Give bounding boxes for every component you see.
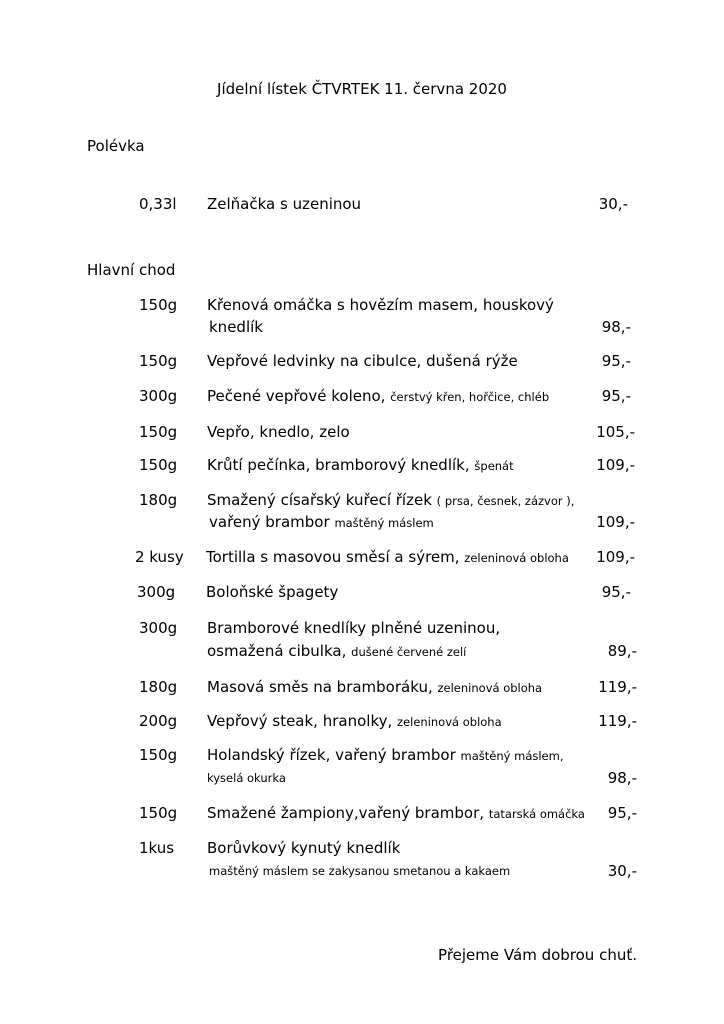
item-name-continued: vařený brambor	[209, 513, 330, 531]
item-side: čerstvý křen, hořčice, chléb	[390, 390, 550, 404]
item-quantity: 180g	[139, 491, 178, 509]
item-price: 109,-	[596, 548, 635, 566]
item-price: 95,-	[601, 387, 631, 405]
item-name: Zelňačka s uzeninou	[207, 195, 362, 213]
item-name-continued: osmažená cibulka,	[207, 642, 347, 660]
item-quantity: 150g	[139, 352, 178, 370]
item-price: 119,-	[598, 712, 637, 730]
item-quantity: 180g	[139, 678, 178, 696]
item-name: Bramborové knedlíky plněné uzeninou,	[207, 619, 501, 637]
item-name: Krůtí pečínka, bramborový knedlík,	[207, 456, 470, 474]
item-price: 109,-	[596, 456, 635, 474]
closing-wish: Přejeme Vám dobrou chuť.	[438, 946, 637, 964]
item-side: zeleninová obloha	[464, 551, 569, 565]
item-name: Vepřo, knedlo, zelo	[207, 423, 350, 441]
item-side: ( prsa, česnek, zázvor ),	[436, 494, 575, 508]
item-price: 109,-	[596, 513, 635, 531]
item-side: dušené červené zelí	[351, 645, 467, 659]
item-side: tatarská omáčka	[488, 807, 585, 821]
item-name: Borůvkový kynutý knedlík	[207, 839, 401, 857]
item-name: Tortilla s masovou směsí a sýrem,	[206, 548, 460, 566]
item-side: maštěný máslem se zakysanou smetanou a kakaem	[209, 864, 511, 878]
item-name: Masová směs na bramboráku,	[207, 678, 433, 696]
item-side: zeleninová obloha	[397, 715, 502, 729]
item-price: 95,-	[601, 352, 631, 370]
item-side: maštěný máslem	[334, 516, 434, 530]
item-quantity: 150g	[139, 423, 178, 441]
item-price: 98,-	[601, 318, 631, 336]
item-price: 105,-	[596, 423, 635, 441]
item-name: Křenová omáčka s hovězím masem, houskový	[207, 296, 554, 314]
item-price: 30,-	[598, 195, 628, 213]
item-side: špenát	[474, 459, 514, 473]
item-name: Smažené žampiony,vařený brambor,	[207, 804, 485, 822]
section-heading-main: Hlavní chod	[87, 261, 176, 279]
item-name: Smažený císařský kuřecí řízek	[207, 491, 432, 509]
item-quantity: 200g	[139, 712, 178, 730]
item-side: maštěný máslem,	[460, 749, 564, 763]
item-name: Boloňské špagety	[206, 583, 339, 601]
item-quantity: 0,33l	[139, 195, 177, 213]
item-quantity: 150g	[139, 746, 178, 764]
item-quantity: 300g	[139, 619, 178, 637]
section-heading-soup: Polévka	[87, 137, 145, 155]
item-quantity: 150g	[139, 456, 178, 474]
menu-title: Jídelní lístek ČTVRTEK 11. června 2020	[217, 80, 507, 98]
item-quantity: 300g	[137, 583, 176, 601]
item-price: 30,-	[607, 862, 637, 880]
item-quantity: 300g	[139, 387, 178, 405]
item-price: 95,-	[601, 583, 631, 601]
item-quantity: 1kus	[139, 839, 175, 857]
item-quantity: 2 kusy	[135, 548, 184, 566]
item-price: 98,-	[607, 769, 637, 787]
item-quantity: 150g	[139, 296, 178, 314]
item-side: zeleninová obloha	[437, 681, 543, 695]
item-name: Vepřové ledvinky na cibulce, dušená rýže	[207, 352, 518, 370]
item-price: 89,-	[607, 642, 637, 660]
item-side: kyselá okurka	[207, 771, 286, 785]
item-price: 95,-	[607, 804, 637, 822]
item-price: 119,-	[598, 678, 637, 696]
item-name-continued: knedlík	[209, 318, 263, 336]
item-name: Holandský řízek, vařený brambor	[207, 746, 456, 764]
item-quantity: 150g	[139, 804, 178, 822]
item-name: Pečené vepřové koleno,	[207, 387, 386, 405]
item-name: Vepřový steak, hranolky,	[207, 712, 393, 730]
